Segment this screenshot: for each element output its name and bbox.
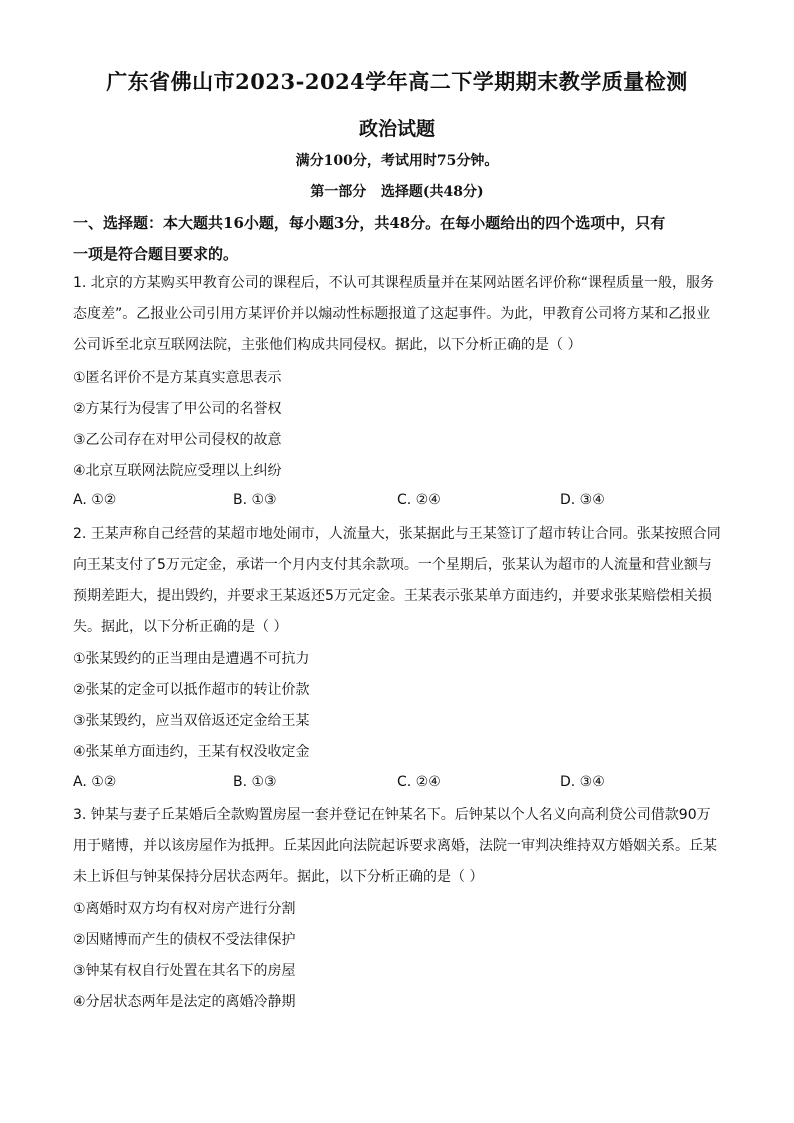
question-3-statement: ④分居状态两年是法定的离婚冷静期: [73, 994, 296, 1010]
question-3-statement: ③钟某有权自行处置在其名下的房屋: [73, 963, 296, 979]
instruction-line: 一项是符合题目要求的。: [73, 245, 239, 263]
option-b: B. ①③: [233, 492, 277, 508]
question-3-statement: ①离婚时双方均有权对房产进行分割: [73, 901, 296, 917]
question-2-stem: 向王某支付了5万元定金，承诺一个月内支付其余款项。一个星期后，张某认为超市的人流量和营业额与: [73, 557, 712, 573]
option-a: A. ①②: [73, 774, 117, 790]
question-3-stem: 3. 钟某与妻子丘某婚后全款购置房屋一套并登记在钟某名下。后钟某以个人名义向高利贷公司借款90万: [73, 807, 711, 823]
question-1-statement: ②方某行为侵害了甲公司的名誉权: [73, 401, 282, 417]
section-instructions: [73, 208, 723, 270]
question-2-statement: ③张某毁约，应当双倍返还定金给王某: [73, 713, 310, 729]
question-2-options: [73, 774, 723, 794]
exam-subject: 政治试题: [358, 118, 435, 140]
question-3-stem: 用于赌博，并以该房屋作为抵押。丘某因此向法院起诉要求离婚，法院一审判决维持双方婚姻关系。丘某: [73, 838, 717, 854]
question-3-statement: ②因赌博而产生的债权不受法律保护: [73, 932, 296, 948]
option-c: C. ②④: [397, 774, 441, 790]
score-time-note: 满分100分，考试用时75分钟。: [295, 153, 499, 169]
question-2-stem: 2. 王某声称自己经营的某超市地处闹市，人流量大，张某据此与王某签订了超市转让合同。张某按照合同: [73, 526, 721, 542]
option-a: A. ①②: [73, 492, 117, 508]
question-1-stem: 公司诉至北京互联网法院，主张他们构成共同侵权。据此，以下分析正确的是（ ）: [73, 337, 582, 353]
question-3-stem: 未上诉但与钟某保持分居状态两年。据此，以下分析正确的是（ ）: [73, 869, 484, 885]
question-1-stem: 态度差”。乙报业公司引用方某评价并以煽动性标题报道了这起事件。为此，甲教育公司将方某和乙报业: [73, 306, 711, 322]
option-c: C. ②④: [397, 492, 441, 508]
exam-title: 广东省佛山市2023-2024学年高二下学期期末教学质量检测: [106, 69, 688, 94]
question-1-statement: ③乙公司存在对甲公司侵权的故意: [73, 432, 282, 448]
question-2-statement: ④张某单方面违约，王某有权没收定金: [73, 744, 310, 760]
instruction-line: 一、选择题：本大题共16小题，每小题3分，共48分。在每小题给出的四个选项中，只有: [73, 214, 666, 232]
question-2-stem: 失。据此，以下分析正确的是（ ）: [73, 619, 288, 635]
question-1-stem: 1. 北京的方某购买甲教育公司的课程后，不认可其课程质量并在某网站匿名评价称“课程质量一般，服务: [73, 275, 715, 291]
part-heading: 第一部分 选择题(共48分): [310, 184, 484, 200]
question-2-stem: 预期差距大，提出毁约，并要求王某返还5万元定金。王某表示张某单方面违约，并要求张某赔偿相关损: [73, 588, 712, 604]
question-1-options: [73, 492, 723, 512]
option-d: D. ③④: [560, 492, 605, 508]
question-1-statement: ④北京互联网法院应受理以上纠纷: [73, 463, 282, 479]
question-2-statement: ①张某毁约的正当理由是遭遇不可抗力: [73, 651, 310, 667]
option-b: B. ①③: [233, 774, 277, 790]
question-1-statement: ①匿名评价不是方某真实意思表示: [73, 370, 282, 386]
option-d: D. ③④: [560, 774, 605, 790]
question-2-statement: ②张某的定金可以抵作超市的转让价款: [73, 682, 310, 698]
